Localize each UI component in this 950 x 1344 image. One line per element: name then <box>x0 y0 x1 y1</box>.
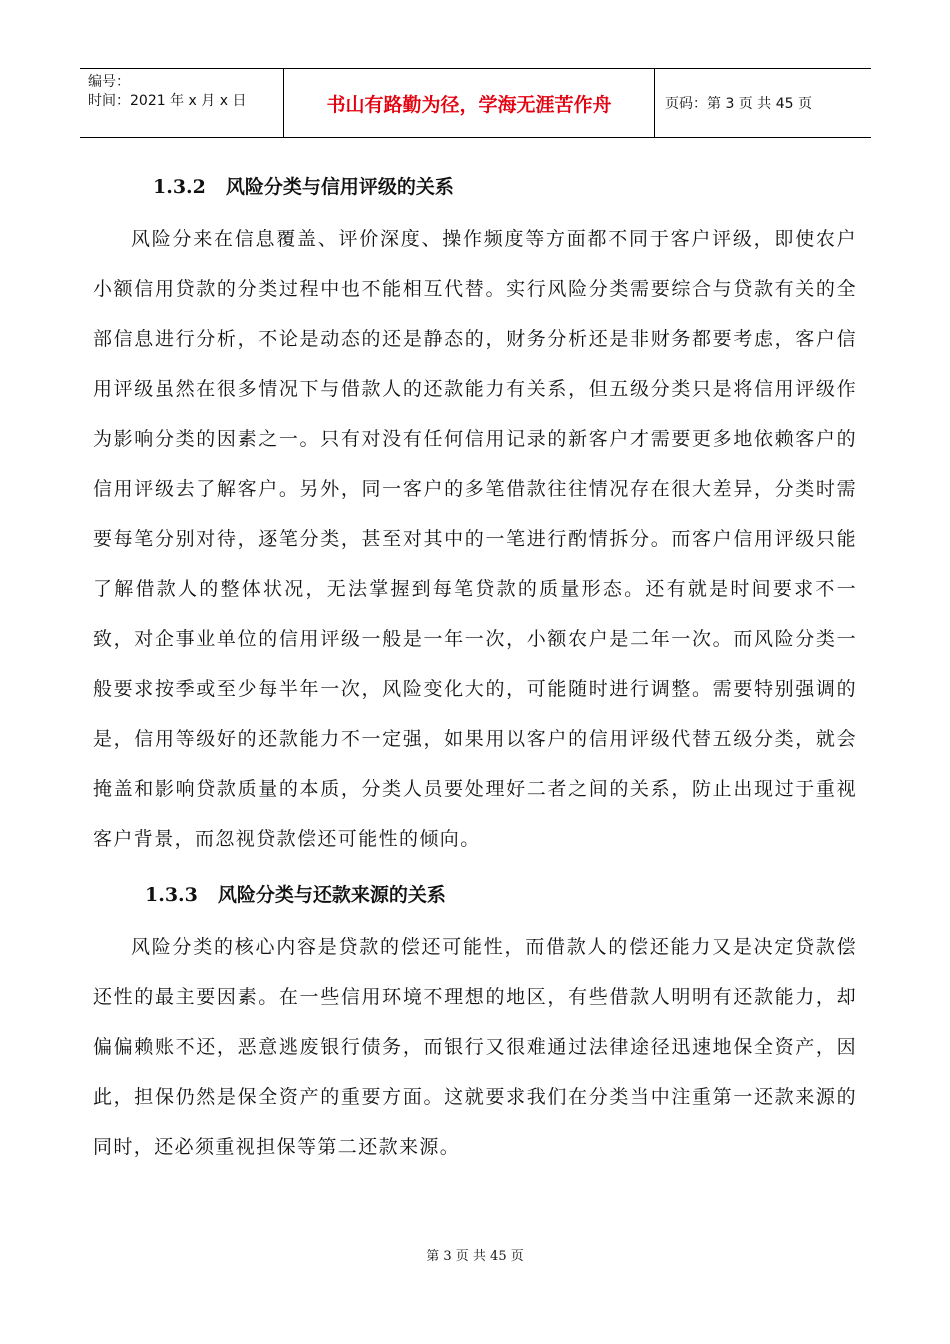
document-body <box>93 160 857 1172</box>
section-heading-1-3-3 <box>93 868 857 922</box>
section-number: 1.3.2 <box>153 176 206 198</box>
header-left-cell <box>80 69 283 137</box>
section-paragraph: 风险分来在信息覆盖、评价深度、操作频度等方面都不同于客户评级，即使农户小额信用贷款的分类过程中也不能相互代替。实行风险分类需要综合与贷款有关的全部信息进行分析，不论是动态的还是静态的，财务分析还是非财务都要考虑，客户信用评级虽然在很多情况下与借款人的还款能力有关系，但五级分类只是将信用评级作为影响分类的因素之一。只有对没有任何信用记录的新客户才需要更多地依赖客户的信用评级去了解客户。另外，同一客户的多笔借款往往情况存在很大差异，分类时需要每笔分别对待，逐笔分类，甚至对其中的一笔进行酌情拆分。而客户信用评级只能了解借款人的整体状况，无法掌握到每笔贷款的质量形态。还有就是时间要求不一致，对企事业单位的信用评级一般是一年一次，小额农户是二年一次。而风险分类一般要求按季或至少每半年一次，风险变化大的，可能随时进行调整。需要特别强调的是，信用等级好的还款能力不一定强，如果用以客户的信用评级代替五级分类，就会掩盖和影响贷款质量的本质，分类人员要处理好二者之间的关系，防止出现过于重视客户背景，而忽视贷款偿还可能性的倾向。 <box>93 228 857 850</box>
section-heading-1-3-2 <box>93 160 857 214</box>
section-title: 风险分类与信用评级的关系 <box>225 176 454 198</box>
number-label: 编号： <box>88 74 130 90</box>
section-title: 风险分类与还款来源的关系 <box>217 884 446 906</box>
header-motto-cell <box>283 69 655 137</box>
motto-text: 书山有路勤为径，学海无涯苦作舟 <box>326 93 612 116</box>
header-page-cell <box>655 69 871 137</box>
page-header <box>80 68 871 138</box>
date-label: 时间：2021 年 x 月 x 日 <box>88 93 247 109</box>
page-footer: 第 3 页 共 45 页 <box>426 1249 524 1264</box>
page-label: 页码：第 3 页 共 45 页 <box>665 96 812 112</box>
section-paragraph: 风险分类的核心内容是贷款的偿还可能性，而借款人的偿还能力又是决定贷款偿还性的最主要因素。在一些信用环境不理想的地区，有些借款人明明有还款能力，却偏偏赖账不还，恶意逃废银行债务，而银行又很难通过法律途径迅速地保全资产，因此，担保仍然是保全资产的重要方面。这就要求我们在分类当中注重第一还款来源的同时，还必须重视担保等第二还款来源。 <box>93 936 857 1158</box>
section-number: 1.3.3 <box>145 884 198 906</box>
